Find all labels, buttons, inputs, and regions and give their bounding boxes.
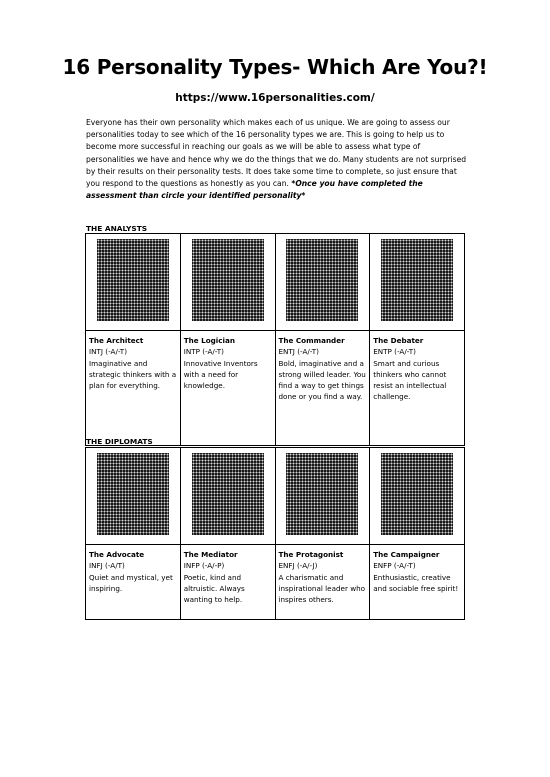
type-description: Quiet and mystical, yet inspiring. (89, 572, 173, 593)
type-card[interactable] (370, 331, 465, 446)
type-card[interactable] (180, 331, 275, 446)
type-code: INFJ (-A/T) (89, 561, 125, 571)
type-description: Smart and curious thinkers who cannot resist an intellectual challenge. (373, 358, 447, 402)
type-name: The Commander (278, 336, 345, 345)
type-code: ENTJ (-A/-T) (278, 347, 319, 357)
text-row (86, 545, 465, 620)
type-description: Imaginative and strategic thinkers with a plan for everything. (89, 358, 177, 391)
website-url[interactable]: https://www.16personalities.com/ (175, 92, 375, 104)
type-card[interactable] (86, 331, 181, 446)
type-image-cell (180, 448, 275, 545)
type-image-cell (86, 448, 181, 545)
intro-text: Everyone has their own personality which makes each of us unique. We are going to assess our personalities today to see which of the 16 personality types we are. This is going to help us to become more successful in reaching our goals as we will be able to assess what type of personalities we have and hence why we do the things that we do. Many students are not surprised by their results on their personality tests. It does take some time to complete, so just ensure that you respond to the questions as honestly as you can. (86, 118, 467, 189)
image-row (86, 234, 465, 331)
type-card[interactable] (180, 545, 275, 620)
type-code: ENFP (-A/-T) (373, 561, 416, 571)
type-card[interactable] (275, 331, 370, 446)
diplomats-table (85, 447, 465, 620)
logician-illustration (192, 239, 264, 321)
type-description: Innovative Inventors with a need for knowledge. (183, 358, 258, 391)
type-image-cell (180, 234, 275, 331)
type-code: INTP (-A/-T) (183, 347, 224, 357)
type-name: The Mediator (183, 550, 238, 559)
type-image-cell (370, 234, 465, 331)
commander-illustration (286, 239, 358, 321)
type-name: The Logician (183, 336, 235, 345)
type-description: Bold, imaginative and a strong willed leader. You find a way to get things done or you find a way. (278, 358, 366, 402)
section-label-diplomats: THE DIPLOMATS (86, 437, 153, 446)
campaigner-illustration (381, 453, 453, 535)
type-card[interactable] (86, 545, 181, 620)
type-card[interactable] (275, 545, 370, 620)
type-image-cell (370, 448, 465, 545)
type-name: The Campaigner (373, 550, 440, 559)
type-card[interactable] (370, 545, 465, 620)
type-image-cell (275, 448, 370, 545)
intro-paragraph (86, 117, 471, 202)
text-row (86, 331, 465, 446)
type-description: Poetic, kind and altruistic. Always wanting to help. (183, 572, 245, 605)
section-label-analysts: THE ANALYSTS (86, 224, 148, 233)
page-title: 16 Personality Types- Which Are You?! (62, 55, 488, 79)
type-name: The Architect (89, 336, 144, 345)
debater-illustration (381, 239, 453, 321)
instruction-note: *Once you have completed the assessment than circle your identified personality* (86, 179, 423, 201)
mediator-illustration (192, 453, 264, 535)
type-image-cell (275, 234, 370, 331)
type-code: ENTP (-A/-T) (373, 347, 416, 357)
advocate-illustration (97, 453, 169, 535)
type-name: The Protagonist (278, 550, 344, 559)
type-code: ENFJ (-A/-J) (278, 561, 318, 571)
type-code: INFP (-A/-P) (183, 561, 225, 571)
protagonist-illustration (286, 453, 358, 535)
architect-illustration (97, 239, 169, 321)
type-description: A charismatic and inspirational leader who inspires others. (278, 572, 366, 605)
type-name: The Debater (373, 336, 424, 345)
type-name: The Advocate (89, 550, 145, 559)
type-image-cell (86, 234, 181, 331)
image-row (86, 448, 465, 545)
type-description: Enthusiastic, creative and sociable free spirit! (373, 572, 459, 593)
type-code: INTJ (-A/-T) (89, 347, 127, 357)
analysts-table (85, 233, 465, 446)
